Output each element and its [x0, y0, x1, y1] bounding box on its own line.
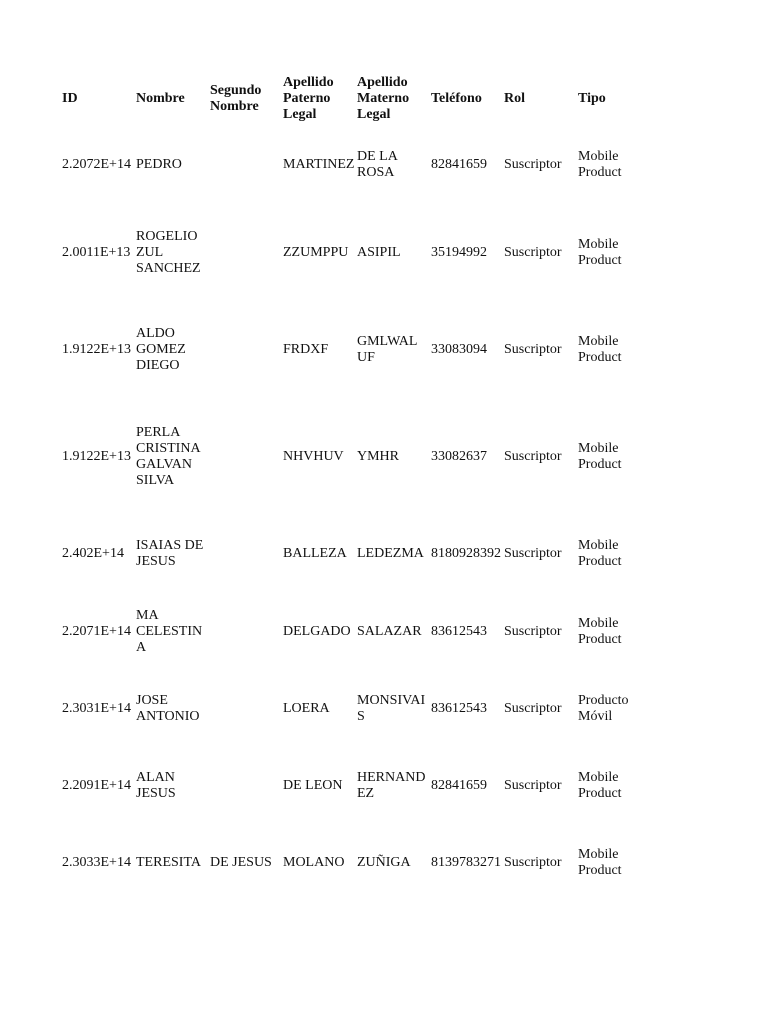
header-telefono: Teléfono — [431, 91, 482, 106]
cell-segundo-nombre — [210, 398, 283, 515]
cell-segundo-nombre — [210, 670, 283, 747]
cell-telefono: 82841659 — [431, 777, 487, 793]
cell-nombre: MA CELESTIN A — [136, 607, 203, 655]
cell-tipo: Mobile Product — [578, 769, 622, 801]
cell-apellido-materno: SALAZAR — [357, 623, 422, 639]
cell-telefono: 83612543 — [431, 700, 487, 716]
cell-apellido-materno: YMHR — [357, 448, 400, 464]
cell-nombre: ALAN JESUS — [136, 769, 176, 801]
cell-nombre: ROGELIO ZUL SANCHEZ — [136, 228, 201, 276]
cell-rol: Suscriptor — [504, 854, 562, 870]
cell-telefono: 33082637 — [431, 448, 487, 464]
cell-apellido-paterno: FRDXF — [283, 341, 329, 357]
cell-segundo-nombre: DE JESUS — [210, 854, 272, 870]
cell-rol: Suscriptor — [504, 777, 562, 793]
cell-apellido-materno: ZUÑIGA — [357, 854, 411, 870]
cell-apellido-materno: MONSIVAI S — [357, 692, 426, 724]
cell-segundo-nombre — [210, 301, 283, 398]
cell-tipo: Mobile Product — [578, 615, 622, 647]
table-row — [62, 824, 652, 901]
cell-apellido-paterno: ZZUMPPU — [283, 244, 349, 260]
cell-id: 1.9122E+13 — [62, 448, 131, 464]
cell-apellido-paterno: BALLEZA — [283, 546, 347, 561]
header-apellido-paterno: Apellido Paterno Legal — [283, 75, 334, 122]
cell-segundo-nombre — [210, 126, 283, 204]
cell-apellido-paterno: NHVHUV — [283, 448, 344, 464]
cell-rol: Suscriptor — [504, 700, 562, 716]
cell-id: 2.2072E+14 — [62, 157, 131, 172]
cell-rol: Suscriptor — [504, 341, 562, 357]
cell-apellido-materno: LEDEZMA — [357, 546, 424, 561]
header-apellido-materno: Apellido Materno Legal — [357, 75, 410, 122]
cell-apellido-materno: ASIPIL — [357, 244, 401, 260]
table-row — [62, 670, 652, 747]
header-id: ID — [62, 91, 78, 106]
cell-telefono: 35194992 — [431, 244, 487, 260]
table-header-row — [62, 72, 652, 126]
table-row — [62, 204, 652, 301]
cell-tipo: Mobile Product — [578, 440, 622, 472]
cell-rol: Suscriptor — [504, 244, 562, 260]
header-nombre: Nombre — [136, 91, 185, 106]
cell-tipo: Mobile Product — [578, 149, 622, 180]
table-row — [62, 515, 652, 593]
cell-id: 2.3031E+14 — [62, 700, 131, 716]
header-rol: Rol — [504, 91, 525, 106]
table-row — [62, 398, 652, 515]
cell-apellido-paterno: MOLANO — [283, 854, 345, 870]
cell-nombre: TERESITA — [136, 854, 201, 870]
cell-rol: Suscriptor — [504, 546, 562, 561]
cell-tipo: Mobile Product — [578, 538, 622, 569]
cell-tipo: Mobile Product — [578, 333, 622, 365]
cell-nombre: PERLA CRISTINA GALVAN SILVA — [136, 424, 200, 488]
cell-apellido-paterno: MARTINEZ — [283, 157, 355, 172]
table-row — [62, 593, 652, 670]
header-tipo: Tipo — [578, 91, 606, 106]
cell-id: 1.9122E+13 — [62, 341, 131, 357]
cell-tipo: Mobile Product — [578, 846, 622, 878]
cell-segundo-nombre — [210, 593, 283, 670]
cell-apellido-materno: HERNAND EZ — [357, 769, 426, 801]
cell-apellido-paterno: DE LEON — [283, 777, 343, 793]
cell-rol: Suscriptor — [504, 157, 562, 172]
cell-tipo: Mobile Product — [578, 236, 622, 268]
cell-telefono: 33083094 — [431, 341, 487, 357]
cell-tipo: Producto Móvil — [578, 692, 629, 724]
cell-id: 2.2071E+14 — [62, 623, 131, 639]
cell-nombre: PEDRO — [136, 157, 182, 172]
cell-apellido-materno: DE LA ROSA — [357, 149, 398, 180]
cell-telefono: 8139783271 — [431, 854, 501, 870]
cell-id: 2.402E+14 — [62, 546, 124, 561]
cell-id: 2.3033E+14 — [62, 854, 131, 870]
cell-telefono: 82841659 — [431, 157, 487, 172]
table-row — [62, 126, 652, 204]
cell-rol: Suscriptor — [504, 623, 562, 639]
table-row — [62, 747, 652, 824]
cell-rol: Suscriptor — [504, 448, 562, 464]
cell-telefono: 83612543 — [431, 623, 487, 639]
cell-nombre: ALDO GOMEZ DIEGO — [136, 325, 186, 373]
cell-apellido-paterno: DELGADO — [283, 623, 351, 639]
cell-apellido-paterno: LOERA — [283, 700, 330, 716]
cell-nombre: JOSE ANTONIO — [136, 692, 200, 724]
cell-segundo-nombre — [210, 204, 283, 301]
cell-apellido-materno: GMLWAL UF — [357, 333, 417, 365]
table-row — [62, 301, 652, 398]
cell-telefono: 8180928392 — [431, 546, 501, 561]
cell-nombre: ISAIAS DE JESUS — [136, 538, 204, 569]
header-segundo-nombre: Segundo Nombre — [210, 83, 262, 114]
cell-segundo-nombre — [210, 515, 283, 593]
cell-id: 2.2091E+14 — [62, 777, 131, 793]
cell-id: 2.0011E+13 — [62, 244, 131, 260]
cell-segundo-nombre — [210, 747, 283, 824]
subscriber-table — [62, 72, 652, 901]
